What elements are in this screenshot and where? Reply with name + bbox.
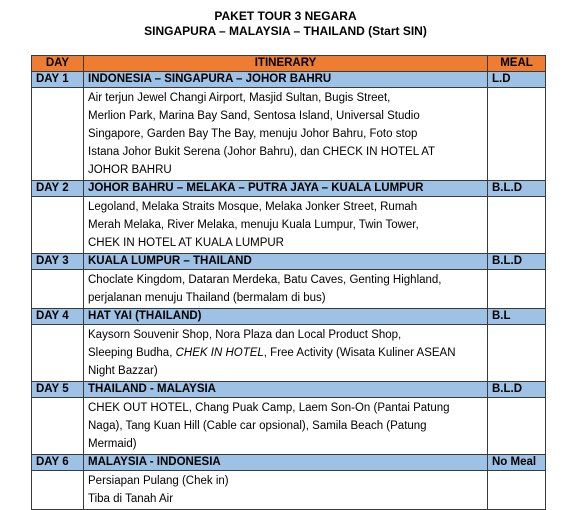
day-label: DAY 6 [32,455,84,471]
description-line: Istana Johor Bukit Serena (Johor Bahru), dan CHECK IN HOTEL AT [88,146,436,158]
description-line: Kaysorn Souvenir Shop, Nora Plaza dan Local Product Shop, [88,329,402,341]
day-description [84,325,488,382]
day-route: KUALA LUMPUR – THAILAND [84,254,488,270]
column-header-meal: MEAL [488,56,546,72]
empty-day-cell [32,197,84,254]
day-meal: B.L.D [488,254,546,270]
day-label: DAY 1 [32,72,84,88]
description-line: Merah Melaka, River Melaka, menuju Kuala Lumpur, Twin Tower, [88,219,419,231]
empty-meal-cell [488,197,546,254]
day-route: MALAYSIA - INDONESIA [84,455,488,471]
column-header-itinerary: ITINERARY [84,56,488,72]
day-route: JOHOR BAHRU – MELAKA – PUTRA JAYA – KUALA LUMPUR [84,181,488,197]
day-meal: B.L.D [488,181,546,197]
document-subtitle: SINGAPURA – MALAYSIA – THAILAND (Start SIN) [144,24,427,38]
day-header-row [32,181,546,197]
description-line: Choclate Kingdom, Dataran Merdeka, Batu Caves, Genting Highland, [88,274,442,286]
day-route: THAILAND - MALAYSIA [84,382,488,398]
description-line: Merlion Park, Marina Bay Sand, Sentosa Island, Universal Studio [88,110,420,122]
empty-meal-cell [488,325,546,382]
description-line: CHEK IN HOTEL AT KUALA LUMPUR [88,237,284,249]
description-line: JOHOR BAHRU [88,164,172,176]
column-header-day: DAY [32,56,84,72]
day-description [84,270,488,309]
day-meal: L.D [488,72,546,88]
empty-meal-cell [488,471,546,510]
day-description [84,398,488,455]
day-description-row [32,88,546,181]
empty-meal-cell [488,88,546,181]
day-description-row [32,197,546,254]
itinerary-table [31,55,546,510]
empty-day-cell [32,325,84,382]
day-label: DAY 4 [32,309,84,325]
day-label: DAY 5 [32,382,84,398]
day-header-row [32,455,546,471]
day-meal: B.L.D [488,382,546,398]
description-line: Night Bazzar) [88,365,158,377]
table-header-row [32,56,546,72]
description-line: Legoland, Melaka Straits Mosque, Melaka Jonker Street, Rumah [88,201,418,213]
empty-meal-cell [488,270,546,309]
day-description [84,88,488,181]
day-description [84,197,488,254]
document-title: PAKET TOUR 3 NEGARA [214,9,357,23]
description-line: Air terjun Jewel Changi Airport, Masjid Sultan, Bugis Street, [88,92,391,104]
empty-meal-cell [488,398,546,455]
day-description-row [32,270,546,309]
empty-day-cell [32,471,84,510]
day-header-row [32,254,546,270]
description-line: Sleeping Budha, CHEK IN HOTEL, Free Activity (Wisata Kuliner ASEAN [88,347,456,359]
day-description-row [32,325,546,382]
description-line: CHEK OUT HOTEL, Chang Puak Camp, Laem Son-On (Pantai Patung [88,402,450,414]
description-line: Singapore, Garden Bay The Bay, menuju Johor Bahru, Foto stop [88,128,418,140]
description-line: Naga), Tang Kuan Hill (Cable car opsional), Samila Beach (Patung [88,420,427,432]
description-line: Mermaid) [88,438,137,450]
day-description-row [32,398,546,455]
empty-day-cell [32,88,84,181]
description-line: perjalanan menuju Thailand (bermalam di bus) [88,292,326,304]
day-label: DAY 2 [32,181,84,197]
empty-day-cell [32,270,84,309]
day-meal: B.L [488,309,546,325]
day-label: DAY 3 [32,254,84,270]
day-header-row [32,382,546,398]
day-route: INDONESIA – SINGAPURA – JOHOR BAHRU [84,72,488,88]
day-description [84,471,488,510]
day-header-row [32,309,546,325]
day-route: HAT YAI (THAILAND) [84,309,488,325]
day-header-row [32,72,546,88]
description-line: Tiba di Tanah Air [88,493,174,505]
description-line: Persiapan Pulang (Chek in) [88,475,229,487]
day-meal: No Meal [488,455,546,471]
empty-day-cell [32,398,84,455]
day-description-row [32,471,546,510]
